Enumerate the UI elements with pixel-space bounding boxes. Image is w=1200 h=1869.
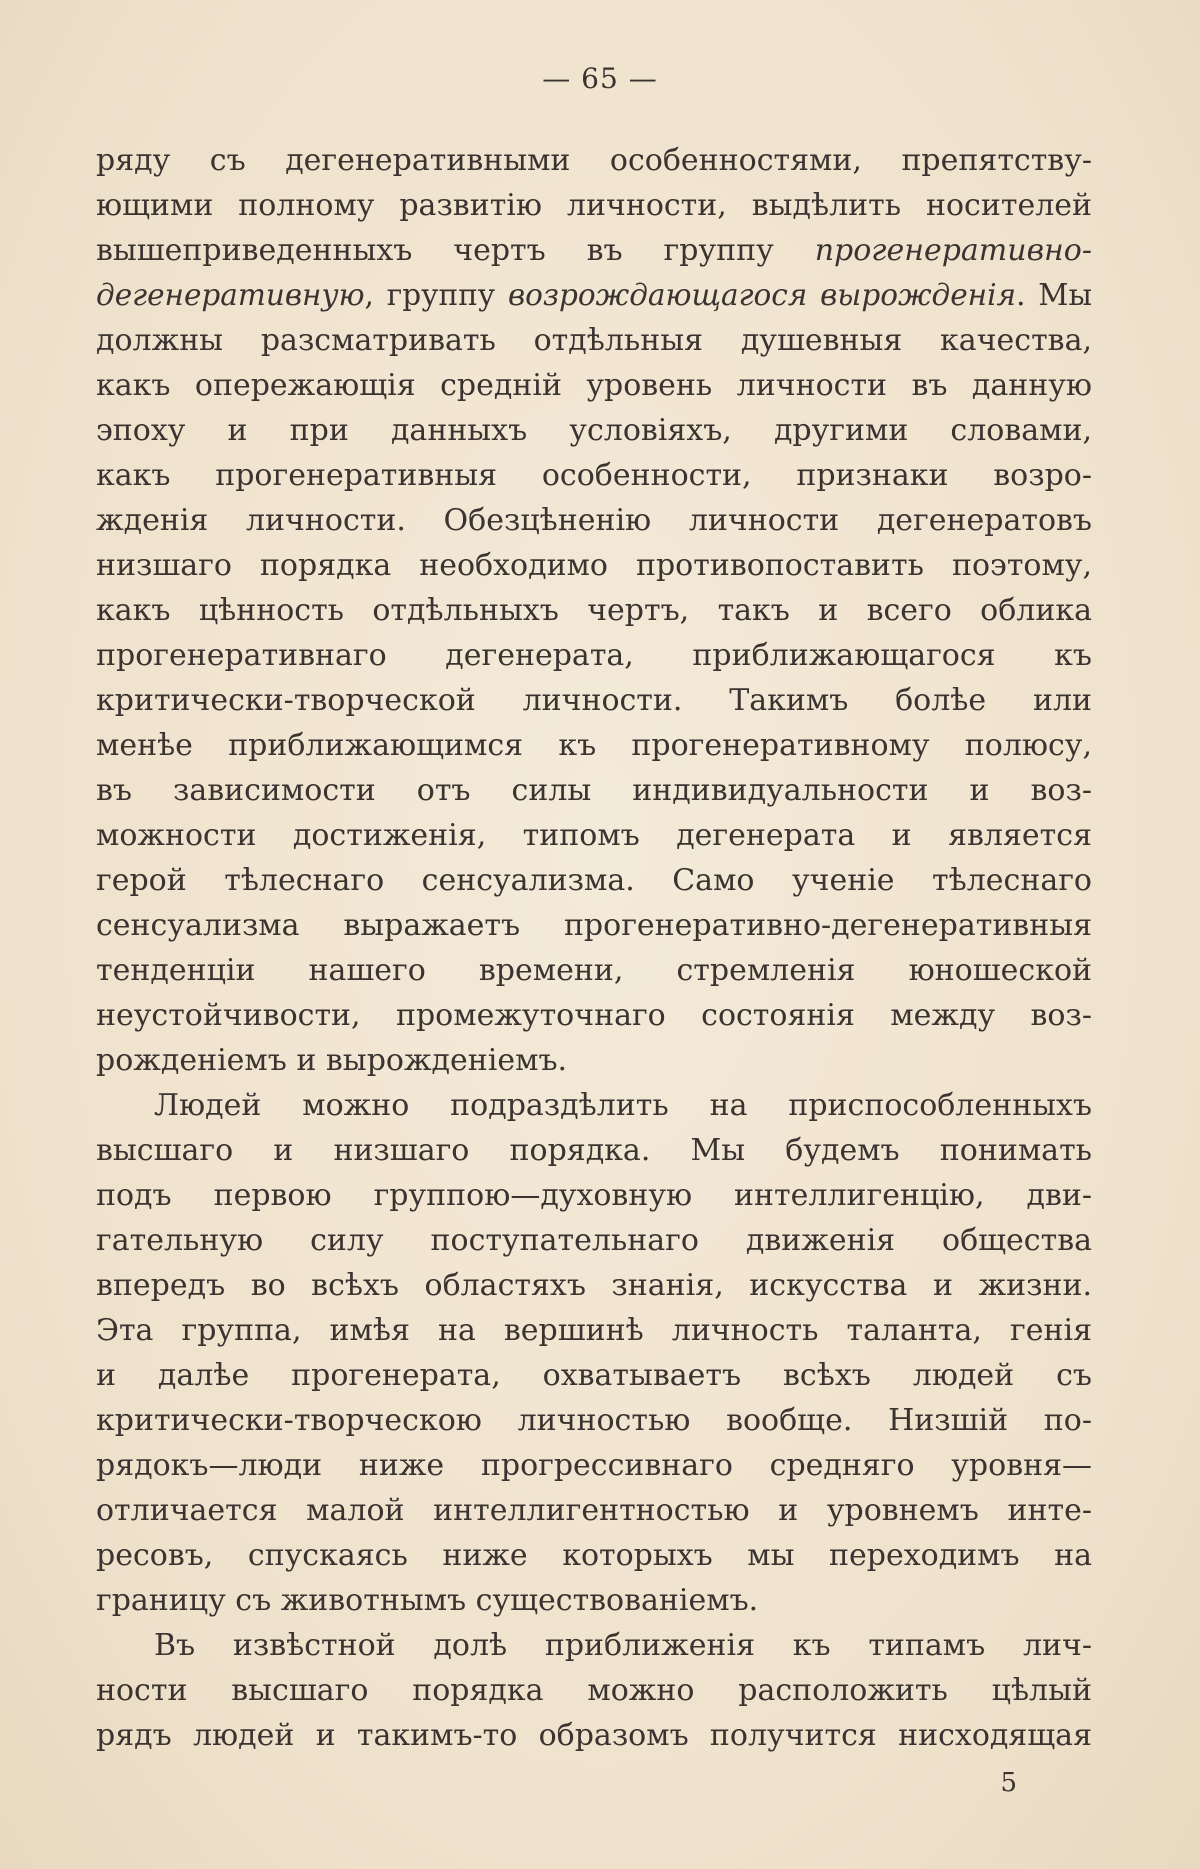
text-line: границу съ животнымъ существованіемъ. <box>96 1583 759 1618</box>
text-line: жденія личности. Обезцѣненію личности дегенератовъ <box>96 503 1092 538</box>
text-line: критически-творческою личностью вообще. Низшій по- <box>96 1403 1092 1438</box>
text-line: ности высшаго порядка можно расположить цѣлый <box>96 1673 1092 1708</box>
text-line: высшаго и низшаго порядка. Мы будемъ понимать <box>96 1133 1092 1168</box>
text-line: какъ опережающія средній уровень личности въ данную <box>96 368 1092 403</box>
text-line: рядъ людей и такимъ-то образомъ получится нисходящая <box>96 1718 1092 1753</box>
text-fragment: . Мы <box>1016 278 1092 312</box>
text-line: можности достиженія, типомъ дегенерата и является <box>96 818 1092 853</box>
text-line: и далѣе прогенерата, охватываетъ всѣхъ людей съ <box>96 1358 1092 1393</box>
text-line: критически-творческой личности. Такимъ болѣе или <box>96 683 1092 718</box>
text-line: менѣе приближающимся къ прогенеративному полюсу, <box>96 728 1092 763</box>
text-line: гательную силу поступательнаго движенія общества <box>96 1223 1092 1258</box>
text-fragment: вышеприведенныхъ чертъ въ группу <box>96 233 815 268</box>
text-fragment: , группу <box>364 278 508 312</box>
text-line-emphasis <box>96 228 1092 273</box>
text-line: тенденціи нашего времени, стремленія юношеской <box>96 953 1092 988</box>
text-line: ресовъ, спускаясь ниже которыхъ мы переходимъ на <box>96 1538 1092 1573</box>
italic-term: возрождающагося вырожденія <box>508 278 1017 312</box>
text-line: впередъ во всѣхъ областяхъ знанія, искусства и жизни. <box>96 1268 1092 1303</box>
text-line: неустойчивости, промежуточнаго состоянія между воз- <box>96 998 1092 1033</box>
page-number: — 65 — <box>542 62 658 95</box>
text-line: отличается малой интеллигентностью и уровнемъ инте- <box>96 1493 1092 1528</box>
text-line: Въ извѣстной долѣ приближенія къ типамъ лич- <box>154 1628 1092 1663</box>
text-line: эпоху и при данныхъ условіяхъ, другими словами, <box>96 413 1092 448</box>
text-line: ряду съ дегенеративными особенностями, препятству- <box>96 143 1092 178</box>
text-line: въ зависимости отъ силы индивидуальности и воз- <box>96 773 1092 808</box>
text-line: сенсуализма выражаетъ прогенеративно-дегенеративныя <box>96 908 1092 943</box>
text-line: какъ прогенеративныя особенности, признаки возро- <box>96 458 1092 493</box>
text-line: должны разсматривать отдѣльныя душевныя качества, <box>96 323 1092 358</box>
text-line: какъ цѣнность отдѣльныхъ чертъ, такъ и всего облика <box>96 593 1092 628</box>
text-line: Людей можно подраздѣлить на приспособленныхъ <box>154 1088 1092 1123</box>
text-line: рожденіемъ и вырожденіемъ. <box>96 1043 568 1078</box>
signature-mark: 5 <box>1000 1768 1017 1798</box>
body-text <box>96 138 1092 1758</box>
text-line: низшаго порядка необходимо противопоставить поэтому, <box>96 548 1092 583</box>
text-line: ющими полному развитію личности, выдѣлить носителей <box>96 188 1092 223</box>
italic-term: прогенеративно- <box>814 233 1092 268</box>
text-line-emphasis <box>96 273 1092 318</box>
text-line: Эта группа, имѣя на вершинѣ личность таланта, генія <box>96 1313 1092 1348</box>
text-line: прогенеративнаго дегенерата, приближающагося къ <box>96 638 1092 673</box>
text-line: рядокъ—люди ниже прогрессивнаго средняго уровня— <box>96 1448 1092 1483</box>
italic-term: дегенеративную <box>96 278 365 312</box>
text-line: подъ первою группою—духовную интеллигенцію, дви- <box>96 1178 1092 1213</box>
text-line: герой тѣлеснаго сенсуализма. Само ученіе тѣлеснаго <box>96 863 1092 898</box>
